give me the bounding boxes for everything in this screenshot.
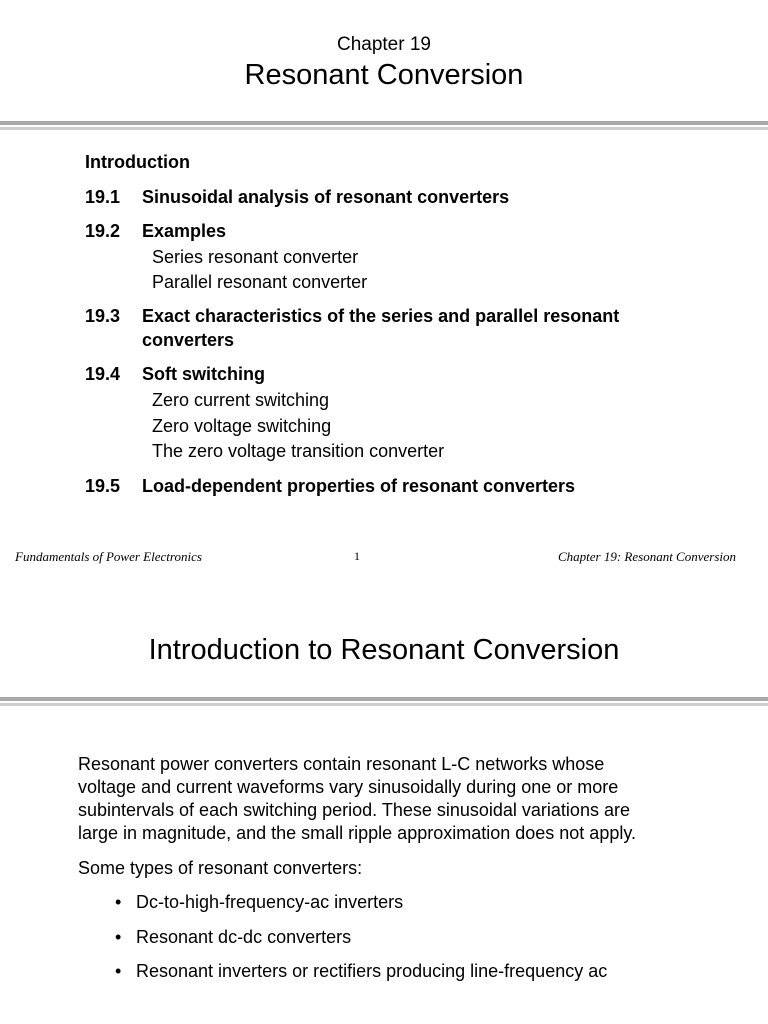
section-title: Load-dependent properties of resonant converters [142, 476, 576, 496]
footer-page-number: 1 [354, 549, 360, 563]
title-rule-1 [0, 121, 768, 133]
section-number: 19.1 [85, 187, 121, 207]
section-title: Sinusoidal analysis of resonant converters [142, 187, 510, 207]
list-item [115, 961, 607, 982]
toc-introduction: Introduction [85, 152, 190, 172]
toc-section-19-1 [85, 187, 509, 208]
toc-subitem: Parallel resonant converter [152, 272, 368, 292]
toc-section-19-3 [85, 306, 619, 327]
toc-section-19-4 [85, 364, 265, 385]
bullet-marker: • [115, 961, 122, 981]
section-title: Soft switching [142, 364, 265, 384]
list-item [115, 927, 351, 948]
paragraph-line: large in magnitude, and the small ripple approximation does not apply. [78, 823, 636, 843]
types-heading: Some types of resonant converters: [78, 858, 363, 878]
bullet-marker: • [115, 927, 122, 947]
footer-chapter: Chapter 19: Resonant Conversion [557, 549, 736, 564]
slide-1-title: Resonant Conversion [244, 59, 524, 91]
section-number: 19.5 [85, 476, 121, 496]
list-item-text: Resonant dc-dc converters [136, 927, 352, 947]
paragraph-line: voltage and current waveforms vary sinusoidally during one or more [78, 777, 619, 797]
chapter-label: Chapter 19 [336, 34, 431, 55]
bullet-marker: • [115, 892, 122, 912]
section-title: Exact characteristics of the series and parallel resonant [142, 306, 620, 326]
intro-paragraph [78, 753, 636, 845]
list-item [115, 892, 403, 913]
paragraph-line: Resonant power converters contain resonant L-C networks whose [78, 754, 605, 774]
toc-subitem: Zero current switching [152, 390, 330, 410]
toc-section-19-5 [85, 476, 575, 497]
title-rule-2 [0, 697, 768, 709]
toc-section-19-2 [85, 221, 226, 242]
list-item-text: Dc-to-high-frequency-ac inverters [136, 892, 404, 912]
section-number: 19.4 [85, 364, 121, 384]
toc-subitem: The zero voltage transition converter [152, 441, 445, 461]
toc-subitem: Series resonant converter [152, 247, 359, 267]
section-title-continued: converters [142, 330, 235, 350]
section-title: Examples [142, 221, 227, 241]
section-number: 19.3 [85, 306, 121, 326]
section-number: 19.2 [85, 221, 121, 241]
paragraph-line: subintervals of each switching period. These sinusoidal variations are [78, 800, 630, 820]
footer-book-title: Fundamentals of Power Electronics [15, 549, 202, 564]
toc-subitem: Zero voltage switching [152, 416, 332, 436]
slide-2-title: Introduction to Resonant Conversion [148, 634, 620, 666]
list-item-text: Resonant inverters or rectifiers producing line-frequency ac [136, 961, 608, 981]
